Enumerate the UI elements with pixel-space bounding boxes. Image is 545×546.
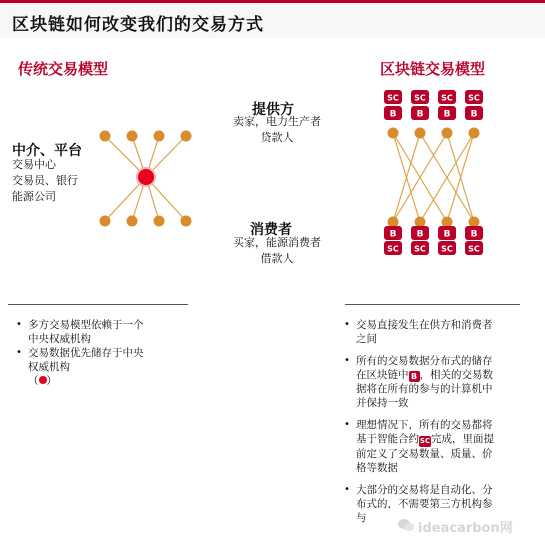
smart-contract-icon-label: SC (468, 244, 480, 254)
bullet-text: 中央权威机构 (28, 333, 91, 345)
traditional-bullet-list (14, 318, 176, 388)
bullet-icon: • (344, 419, 350, 430)
wechat-icon (398, 518, 414, 532)
consumer-line: 买家，能源消费者 (233, 236, 321, 249)
bullet-text: 完成，里面提 (431, 433, 494, 445)
list-item (14, 318, 176, 346)
blockchain-model-title: 区块链交易模型 (380, 60, 486, 78)
bullet-text: 大部分的交易将是自动化、分 (356, 484, 493, 496)
bullet-icon: • (344, 355, 350, 366)
traditional-model-title: 传统交易模型 (18, 60, 109, 78)
block-icon-label: B (470, 229, 478, 240)
bullet-text: 交易直接发生在供方和消费者 (356, 319, 493, 331)
consumer-title: 消费者 (250, 222, 292, 238)
block-icon-label: B (470, 109, 478, 120)
watermark: ideacarbon网 (418, 521, 513, 536)
block-icon: B (409, 371, 420, 382)
supplier-list (222, 114, 332, 146)
bullet-icon: • (344, 484, 350, 495)
block-icon-label: B (389, 109, 397, 120)
bullet-icon: • (16, 319, 22, 330)
consumer-node (442, 217, 453, 228)
block-icon-label: B (443, 109, 451, 120)
list-item (342, 418, 520, 475)
supplier-line: 卖家，电力生产者 (233, 115, 321, 128)
bullet-icon: • (16, 347, 22, 358)
consumer-node (469, 217, 480, 228)
bullet-text: 之间 (356, 333, 377, 345)
intermediary-title: 中介、平台 (12, 143, 82, 159)
bullet-icon: • (344, 319, 350, 330)
bullet-text: 理想情况下，所有的交易都将 (356, 419, 493, 431)
central-authority-node (137, 168, 155, 186)
bullet-text: 多方交易模型依赖于一个 (28, 319, 144, 331)
block-icon-label: B (416, 109, 424, 120)
central-authority-dot-icon (39, 376, 47, 384)
bullet-text: 权威机构 (28, 361, 70, 373)
smart-contract-icon-label: SC (387, 93, 399, 103)
bullet-text: 与 (356, 512, 367, 524)
consumer-line: 借款人 (260, 252, 294, 265)
bullet-text: ，相关的交易数 (419, 369, 493, 381)
consumer-node (154, 216, 165, 227)
supplier-line: 贷款人 (260, 131, 294, 144)
supplier-node (100, 131, 111, 142)
supplier-node (181, 131, 192, 142)
intermediary-line: 交易员、银行 (12, 174, 78, 187)
consumer-node (181, 216, 192, 227)
consumer-node (388, 217, 399, 228)
smart-contract-icon-label: SC (468, 93, 480, 103)
bullet-text: 所有的交易数据分布式的储存 (356, 355, 493, 367)
supplier-node (154, 131, 165, 142)
bullet-text: 前定义了交易数量、质量、价 (356, 448, 493, 460)
bullet-text: 据将在所有的参与的计算机中 (356, 383, 493, 395)
supplier-node (388, 128, 399, 139)
smart-contract-icon-label: SC (414, 244, 426, 254)
bullet-text: 布式的，不需要第三方机构参 (356, 498, 493, 510)
smart-contract-icon-label: SC (441, 93, 453, 103)
block-icon-label: B (443, 229, 451, 240)
page-title: 区块链如何改变我们的交易方式 (12, 15, 264, 35)
intermediary-line: 能源公司 (12, 190, 56, 203)
list-item (342, 354, 520, 410)
supplier-node (415, 128, 426, 139)
bullet-text: 格等数据 (356, 462, 398, 474)
supplier-title: 提供方 (252, 102, 294, 118)
supplier-node (127, 131, 138, 142)
supplier-node (442, 128, 453, 139)
list-item (14, 346, 176, 388)
consumer-list (216, 235, 338, 267)
smart-contract-icon-label: SC (387, 244, 399, 254)
bullet-text: 基于智能合约 (356, 433, 419, 445)
bullet-text: 交易数据优先储存于中央 (28, 347, 144, 359)
smart-contract-icon: SC (419, 437, 431, 445)
divider-right (345, 304, 520, 305)
bullet-text: 在区块链中 (356, 369, 409, 381)
block-icon-label: B (389, 229, 397, 240)
divider-left (8, 304, 188, 305)
list-item (342, 318, 520, 346)
bullet-text: ） (46, 375, 57, 387)
consumer-node (415, 217, 426, 228)
consumer-node (100, 216, 111, 227)
supplier-node (469, 128, 480, 139)
smart-contract-icon-label: SC (441, 244, 453, 254)
intermediary-line: 交易中心 (12, 158, 56, 171)
blockchain-bullet-list (342, 318, 520, 533)
block-icon-label: B (416, 229, 424, 240)
smart-contract-icon-label: SC (414, 93, 426, 103)
consumer-node (127, 216, 138, 227)
intermediary-list (12, 157, 78, 205)
bullet-text: 并保持一致 (356, 397, 409, 409)
bullet-text: （ (28, 375, 39, 387)
